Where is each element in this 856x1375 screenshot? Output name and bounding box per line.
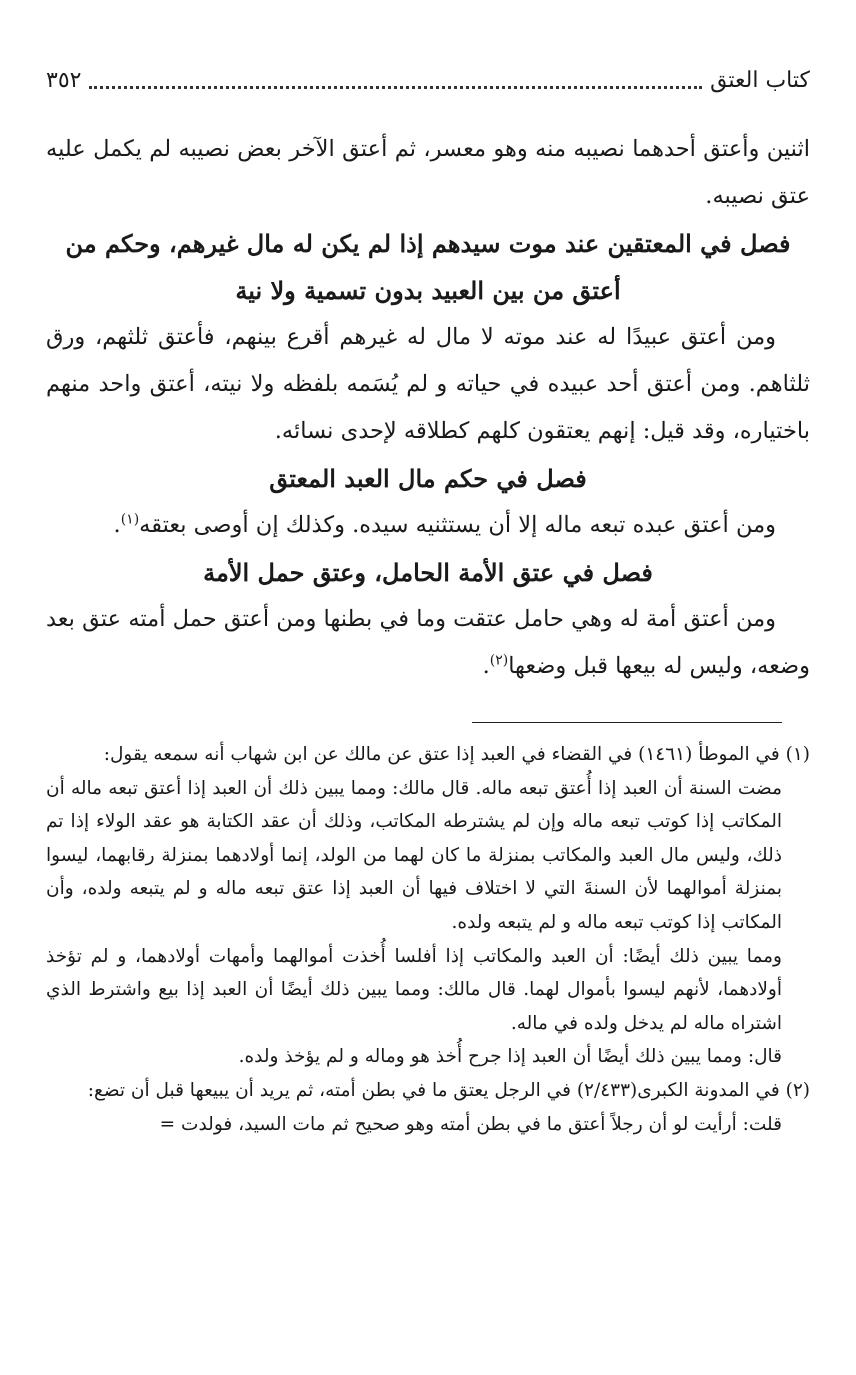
footnote-line: ومما يبين ذلك أيضًا: أن العبد والمكاتب إذا أفلسا أُخذت أموالهما وأمهات أولادهما، و لم تؤخذ أولادهما، لأنهم ليسوا بأموال لهما. قال مالك: ومما يبين ذلك أيضًا أن العبد إذا بيع واشترط الذي اشتراه ماله لم يدخل ولده في ماله. bbox=[46, 945, 782, 1034]
section-text-3-body: ومن أعتق أمة له وهي حامل عتقت وما في بطنها ومن أعتق حمل أمته عتق بعد وضعه، وليس له بيعها قبل وضعها bbox=[46, 606, 810, 679]
footnote-number: (١) bbox=[785, 744, 810, 765]
footnote-line: في الموطأ (١٤٦١) في القضاء في العبد إذا عتق عن مالك عن ابن شهاب أنه سمعه يقول: bbox=[103, 744, 780, 765]
footnote-line: في المدونة الكبرى(٢/٤٣٣) في الرجل يعتق ما في بطن أمته، ثم يريد أن يبيعها قبل أن تضع: bbox=[87, 1079, 780, 1101]
section-text-3 bbox=[46, 596, 810, 690]
page-number: ٣٥٢ bbox=[46, 67, 82, 93]
main-text bbox=[46, 126, 810, 690]
footnote-ref-1[interactable]: (١) bbox=[120, 511, 140, 528]
footnote-line: مضت السنة أن العبد إذا أُعتق تبعه ماله. قال مالك: ومما يبين ذلك أن العبد إذا أعتق تبعه ماله أن المكاتب إذا كوتب تبعه ماله وإن لم يشترطه المكاتب، وذلك أن عقد الكتابة هو عقد الولاء إذا تم ذلك، وليس مال العبد والمكاتب بمنزلة ما كان لهما من الولد، إنما أولادهما بمنزلة رقابهما، ليسوا بمنزلة أموالهما لأن السنةَ التي لا اختلاف فيها أن العبد إذا عتق تبعه ماله و لم يتبعه ولده، وأن المكاتب إذا كوتب تبعه ماله و لم يتبعه ولده. bbox=[46, 777, 782, 933]
footnote-line: قلت: أرأيت لو أن رجلاً أعتق ما في بطن أمته وهو صحيح ثم مات السيد، فولدت = bbox=[159, 1113, 782, 1135]
running-head bbox=[46, 62, 810, 98]
section-heading-3: فصل في عتق الأمة الحامل، وعتق حمل الأمة bbox=[203, 558, 653, 587]
section-text-2-end: . bbox=[113, 512, 121, 538]
footnote-separator bbox=[472, 722, 782, 723]
section-text-2-body: ومن أعتق عبده تبعه ماله إلا أن يستثنيه سيده. وكذلك إن أوصى بعتقه bbox=[139, 512, 776, 538]
intro-paragraph: اثنين وأعتق أحدهما نصيبه منه وهو معسر، ثم أعتق الآخر بعض نصيبه لم يكمل عليه عتق نصيبه. bbox=[46, 136, 810, 209]
footnote-line: قال: ومما يبين ذلك أيضًا أن العبد إذا جرح أُخذ هو وماله و لم يؤخذ ولده. bbox=[238, 1046, 782, 1068]
leader-dots bbox=[89, 72, 702, 89]
section-heading-1: فصل في المعتقين عند موت سيدهم إذا لم يكن له مال غيرهم، وحكم من أعتق من بين العبيد بدون تسمية ولا نية bbox=[65, 229, 791, 305]
chapter-title: كتاب العتق bbox=[710, 67, 810, 93]
footnote-1 bbox=[46, 738, 810, 772]
section-text-1: ومن أعتق عبيدًا له عند موته لا مال له غيرهم أقرع بينهم، فأعتق ثلثهم، ورق ثلثاهم. ومن أعتق أحد عبيده في حياته و لم يُسَمه بلفظه ولا نيته، أعتق واحد منهم باختياره، وقد قيل: إنهم يعتقون كلهم كطلاقه لإحدى نسائه. bbox=[46, 324, 810, 444]
footnotes bbox=[46, 738, 810, 1141]
section-text-3-end: . bbox=[482, 653, 490, 679]
footnote-2 bbox=[46, 1074, 810, 1108]
footnote-ref-2[interactable]: (٢) bbox=[489, 652, 509, 669]
section-text-2 bbox=[46, 502, 810, 549]
section-heading-2: فصل في حكم مال العبد المعتق bbox=[269, 464, 587, 493]
footnote-number: (٢) bbox=[785, 1079, 810, 1101]
